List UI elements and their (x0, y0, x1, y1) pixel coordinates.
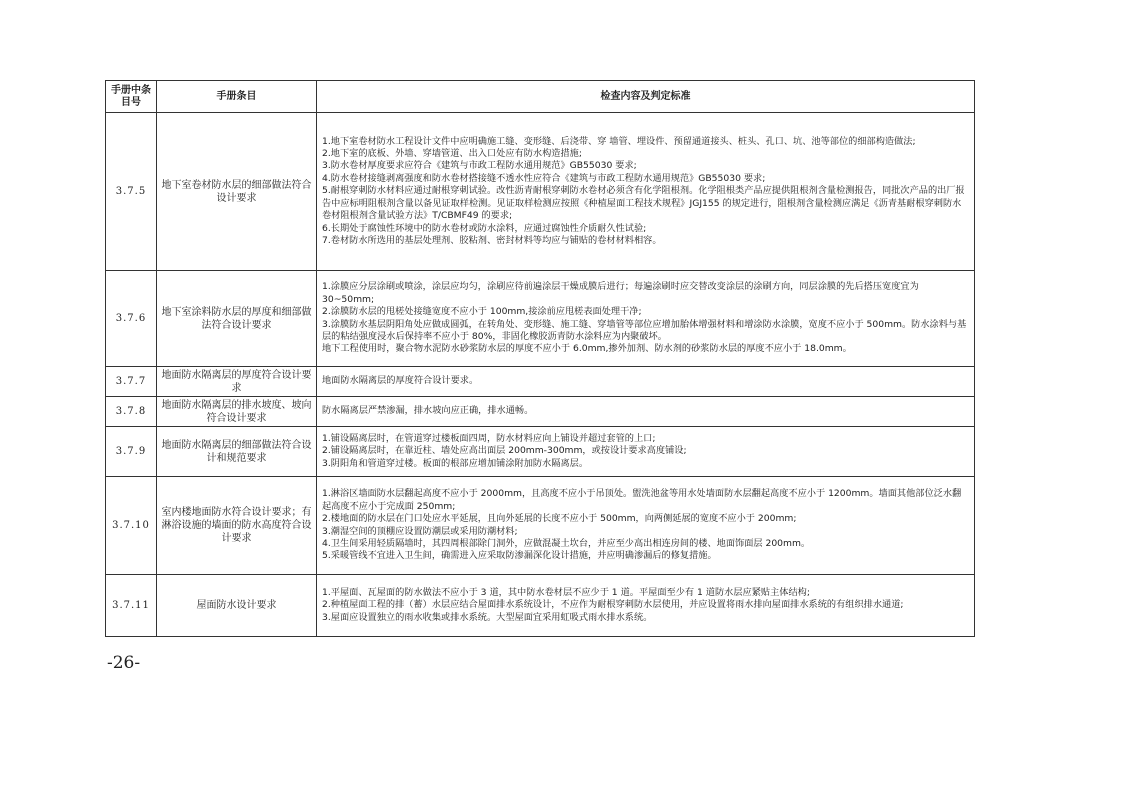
row-item-title: 地面防水隔离层的细部做法符合设计和规范要求 (157, 427, 317, 477)
standard-line: 4.卫生间采用轻质隔墙时，其四周根部除门洞外，应做混凝土坎台，并应至少高出相连房间的楼、地面饰面层 200mm。 (322, 537, 811, 549)
standard-line: 地下工程使用时，聚合物水泥防水砂浆防水层的厚度不应小于 6.0mm,掺外加剂、防水剂的砂浆防水层的厚度不应小于 18.0mm。 (322, 343, 852, 355)
row-item-title: 室内楼地面防水符合设计要求；有淋浴设施的墙面的防水高度符合设计要求 (157, 477, 317, 575)
standard-line: 防水隔离层严禁渗漏，排水坡向应正确，排水通畅。 (322, 405, 534, 417)
standard-line: 1.平屋面、瓦屋面的防水做法不应小于 3 道，其中防水卷材层不应少于 1 道。平屋面至少有 1 道防水层应紧贴主体结构; (322, 586, 810, 598)
header-item: 手册条目 (157, 81, 317, 113)
standard-line: 4.防水卷材接缝剥离强度和防水卷材搭接缝不透水性应符合《建筑与市政工程防水通用规范》GB55030 要求; (322, 172, 766, 184)
table-row (106, 397, 975, 427)
standard-line: 3.潮湿空间的顶棚应设置防潮层或采用防潮材料; (322, 525, 518, 537)
row-item-no: 3.7.5 (106, 113, 157, 271)
row-standard (317, 427, 975, 477)
row-item-no: 3.7.9 (106, 427, 157, 477)
standard-line: 2.地下室的底板、外墙、穿墙管道、出入口处应有防水构造措施; (322, 148, 582, 160)
row-item-title: 屋面防水设计要求 (157, 575, 317, 637)
table-row (106, 113, 975, 271)
table-row (106, 477, 975, 575)
standard-line: 3.涂膜防水基层阴阳角处应做成圆弧，在转角处、变形缝、施工缝、穿墙管等部位应增加胎体增强材料和增涂防水涂膜，宽度不应小于 500mm。防水涂料与基层的粘结强度浸水后保持率不应小于 80%，非固化橡胶沥青防水涂料应为内聚破坏。 (322, 318, 967, 342)
row-item-no: 3.7.8 (106, 397, 157, 427)
standard-line: 地面防水隔离层的厚度符合设计要求。 (322, 375, 479, 387)
standard-line: 3.阴阳角和管道穿过楼。板面的根部应增加铺涂附加防水隔离层。 (322, 457, 589, 469)
row-standard (317, 477, 975, 575)
standard-line: 1.淋浴区墙面防水层翻起高度不应小于 2000mm，且高度不应小于吊顶处。盥洗池盆等用水处墙面防水层翻起高度不应小于 1200mm。墙面其他部位泛水翻起高度不应小于完成面 250mm; (322, 488, 962, 512)
table-row (106, 271, 975, 367)
standard-line: 2.涂膜防水层的甩槎处接缝宽度不应小于 100mm,接涂前应甩槎表面处理干净; (322, 306, 642, 318)
table-header-row (106, 81, 975, 113)
row-standard (317, 367, 975, 397)
header-standard: 检查内容及判定标准 (317, 81, 975, 113)
row-standard (317, 397, 975, 427)
standard-line: 1.地下室卷材防水工程设计文件中应明确施工缝、变形缝、后浇带、穿 墙管、埋设件、预留通道接头、桩头、孔口、坑、池等部位的细部构造做法; (322, 135, 916, 147)
row-item-no: 3.7.7 (106, 367, 157, 397)
table-row (106, 427, 975, 477)
standard-line: 3.屋面应设置独立的雨水收集或排水系统。大型屋面宜采用虹吸式雨水排水系统。 (322, 611, 653, 623)
standard-line: 2.铺设隔离层时，在靠近柱、墙处应高出面层 200mm-300mm，或按设计要求高度铺设; (322, 445, 687, 457)
standard-line: 5.耐根穿刺防水材料应通过耐根穿刺试验。改性沥青耐根穿刺防水卷材必须含有化学阻根剂。化学阻根类产品应提供阻根剂含量检测报告，同批次产品的出厂报告中应标明阻根剂含量以备见证取样检测。见证取样检测应按照《种植屋面工程技术规程》JGJ155 的规定进行，阻根剂含量检测应满足《沥青基耐根穿刺防水卷材阻根剂含量试验方法》T/CBMF49 的要求; (322, 185, 965, 222)
standard-line: 7.卷材防水所选用的基层处理剂、胶粘剂、密封材料等均应与铺贴的卷材材料相容。 (322, 234, 662, 246)
row-item-no: 3.7.6 (106, 271, 157, 367)
row-item-title: 地下室涂料防水层的厚度和细部做法符合设计要求 (157, 271, 317, 367)
standard-line: 2.种植屋面工程的排（蓄）水层应结合屋面排水系统设计，不应作为耐根穿刺防水层使用，并应设置将雨水排向屋面排水系统的有组织排水通道; (322, 599, 904, 611)
row-standard (317, 575, 975, 637)
standard-line: 5.采暖管线不宜进入卫生间，确需进入应采取防渗漏深化设计措施，并应明确渗漏后的修复措施。 (322, 550, 717, 562)
row-item-title: 地面防水隔离层的厚度符合设计要求 (157, 367, 317, 397)
row-item-no: 3.7.11 (106, 575, 157, 637)
standard-line: 6.长期处于腐蚀性环境中的防水卷材或防水涂料，应通过腐蚀性介质耐久性试验; (322, 222, 647, 234)
inspection-table (105, 80, 975, 637)
table-row (106, 575, 975, 637)
standard-line: 1.涂膜应分层涂刷或喷涂，涂层应均匀，涂刷应待前遍涂层干燥成膜后进行；每遍涂刷时应交替改变涂层的涂刷方向，同层涂膜的先后搭压宽度宜为 30~50mm; (322, 281, 919, 305)
row-item-no: 3.7.10 (106, 477, 157, 575)
standard-line: 3.防水卷材厚度要求应符合《建筑与市政工程防水通用规范》GB55030 要求; (322, 160, 637, 172)
page-number: -26- (107, 653, 141, 673)
header-item-no: 手册中条目号 (106, 81, 157, 113)
row-standard (317, 113, 975, 271)
table-row (106, 367, 975, 397)
row-standard (317, 271, 975, 367)
standard-line: 2.楼地面的防水层在门口处应水平延展，且向外延展的长度不应小于 500mm，向两侧延展的宽度不应小于 200mm; (322, 513, 797, 525)
row-item-title: 地下室卷材防水层的细部做法符合设计要求 (157, 113, 317, 271)
row-item-title: 地面防水隔离层的排水坡度、坡向符合设计要求 (157, 397, 317, 427)
standard-line: 1.铺设隔离层时，在管道穿过楼板面四周，防水材料应向上铺设并超过套管的上口; (322, 432, 656, 444)
